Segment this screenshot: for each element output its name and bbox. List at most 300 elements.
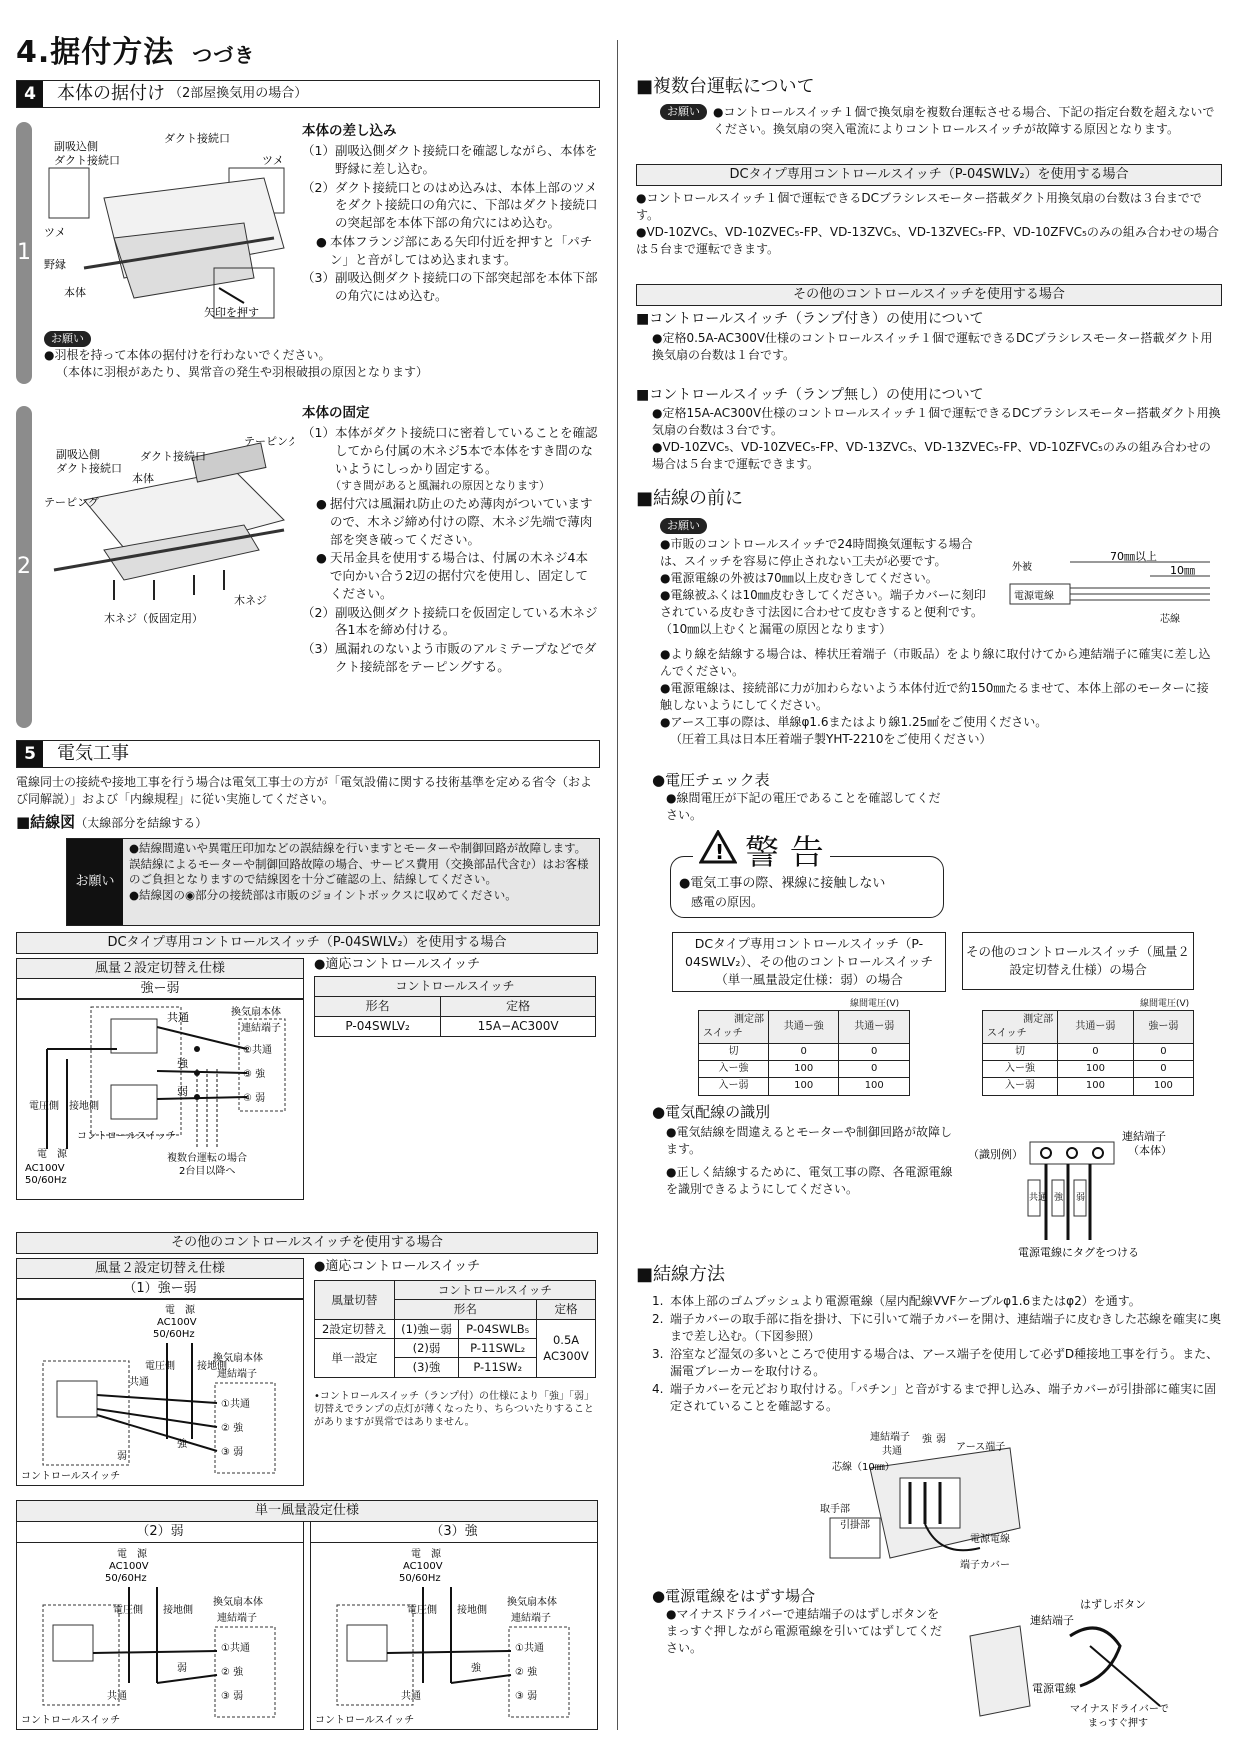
- label-terminal: 連結端子: [870, 1432, 910, 1443]
- ceiling-insert-illustration: [44, 128, 294, 324]
- strip-length-svg: [1000, 550, 1220, 630]
- terminal-2: ② 強: [221, 1423, 244, 1434]
- terminal-3: ③ 弱: [221, 1691, 244, 1702]
- label-power: 電 源: [37, 1149, 67, 1160]
- step-1-bar: [16, 122, 32, 384]
- cell-model: P-04SWLV₂: [315, 1017, 441, 1037]
- dc-switch-table: [314, 976, 596, 1037]
- strip-length-figure: [1000, 550, 1220, 630]
- label-terminal: 連結端子: [1030, 1614, 1074, 1627]
- col-switch: コントロールスイッチ: [394, 1281, 595, 1300]
- label-terminal: 連結端子: [217, 1613, 257, 1624]
- label-cable: 電源電線: [1014, 591, 1054, 602]
- item-num: （1）: [302, 143, 335, 159]
- cell: 100: [1058, 1061, 1134, 1078]
- corner-cell: [699, 1011, 769, 1044]
- section-subtitle: （2部屋換気用の場合）: [169, 85, 308, 101]
- terminal-2: ② 強: [515, 1667, 538, 1678]
- terminal-3: ④ 弱: [243, 1093, 266, 1104]
- item-text: （すき間があると風漏れの原因となります）: [330, 479, 550, 493]
- label-duct1: ダクト接続口: [54, 154, 120, 167]
- label-claw2: ツメ: [44, 226, 66, 239]
- label-voltage-side: 電圧側: [407, 1605, 437, 1616]
- col-mode: 風量切替: [315, 1281, 395, 1320]
- step-1-text: [302, 122, 598, 306]
- id-figure: [968, 1120, 1188, 1260]
- item-text: 端子カバーの取手部に指を掛け、下に引いて端子カバーを開け、連結端子に皮むきした芯線を確実に奥まで差し込む。（下図参照）: [670, 1312, 1222, 1344]
- row-label: 入ー弱: [699, 1078, 769, 1095]
- before-notes-b: [660, 646, 1220, 748]
- label-core: 芯線（10㎜）: [832, 1462, 895, 1473]
- notice-text-2: ●結線図の◉部分の接続部は市販のジョイントボックスに収めてください。: [129, 887, 517, 902]
- label-common: 共通: [401, 1691, 421, 1702]
- terminal-2: ③ 強: [243, 1069, 266, 1080]
- remove-figure: [960, 1596, 1200, 1736]
- method-list: [652, 1292, 1222, 1416]
- label-weak: 弱: [936, 1434, 946, 1445]
- other-spec-title: 風量２設定切替え仕様: [16, 1258, 304, 1280]
- warning-title: 警 告: [745, 833, 824, 873]
- step-1-notice: [44, 330, 594, 381]
- section-4-header: [16, 80, 600, 108]
- label-control-switch: コントロールスイッチ: [315, 1715, 415, 1726]
- single-title: 単一風量設定仕様: [16, 1500, 598, 1522]
- terminal-1: ①共通: [221, 1643, 250, 1654]
- lamp-off-heading: ■コントロールスイッチ（ランプ無し）の使用について: [636, 387, 984, 403]
- wiring-notice-box: [66, 838, 600, 926]
- list-item: [302, 478, 598, 494]
- col-rating: 定格: [441, 997, 596, 1017]
- label-unit: 換気扇本体: [213, 1353, 263, 1364]
- before-note-6b: （圧着工具は日本圧着端子製YHT-2210をご使用ください）: [670, 732, 992, 747]
- col-rating: 定格: [537, 1300, 596, 1319]
- before-note-1: ●市販のコントロールスイッチで24時間換気運転する場合は、スイッチを容易に停止されない工夫が必要です。: [660, 537, 973, 569]
- id-heading: ●電気配線の識別: [652, 1103, 771, 1121]
- item-text: 天吊金具を使用する場合は、付属の木ネジ4本で向かい合う2辺の据付穴を使用し、固定してください。: [330, 550, 588, 601]
- label-70mm: 70㎜以上: [1110, 550, 1157, 563]
- notice-body: [123, 839, 599, 925]
- list-item: [302, 269, 598, 305]
- single-weak-diagram: [16, 1542, 304, 1730]
- dc-spec-sub: 強ー弱: [16, 978, 304, 1000]
- single-strong-title: （3）強: [310, 1521, 598, 1543]
- vt-right-table: [982, 1010, 1194, 1096]
- item-num: （2）: [302, 604, 335, 620]
- label-control-switch: コントロールスイッチ: [77, 1131, 177, 1142]
- multi-heading: ■複数台運転について: [636, 76, 815, 97]
- corner-bottom: スイッチ: [703, 1028, 743, 1039]
- tag-common: 共通: [1029, 1193, 1048, 1203]
- single-strong-svg: [311, 1543, 597, 1729]
- label-cover: 端子カバー: [960, 1560, 1010, 1571]
- notice-text-1: ●結線間違いや異電圧印加などの誤結線を行いますとモーターや制御回路が故障します。誤結線によるモーターや制御回路故障の場合、サービス費用（交換部品代含む）はお客様のご負担となりますので結線図を十分ご確認の上、結線してください。: [129, 841, 589, 887]
- lamp-on-heading: ■コントロールスイッチ（ランプ付き）の使用について: [636, 311, 984, 327]
- label-voltage-side: 電圧側: [29, 1101, 59, 1112]
- corner-bottom: スイッチ: [987, 1028, 1027, 1039]
- row-label: 入ー強: [983, 1061, 1058, 1078]
- id-notes: [666, 1124, 956, 1198]
- col-1: 共通ー強: [768, 1011, 839, 1044]
- table-head: コントロールスイッチ: [315, 977, 596, 997]
- notice-label: お願い: [67, 839, 123, 925]
- label-unit: 換気扇本体: [213, 1597, 263, 1608]
- item-num: （2）: [302, 179, 335, 195]
- cell-mode: 単一設定: [315, 1338, 395, 1377]
- item-text: 本体上部のゴムブッシュより電源電線（屋内配線VVFケーブルφ1.6またはφ2）を通す。: [670, 1294, 1141, 1308]
- item-num: 1.: [652, 1294, 664, 1308]
- vt-left-unit: 線間電圧(V): [850, 999, 900, 1009]
- item-num: （1）: [302, 425, 335, 441]
- row-label: 切: [983, 1044, 1058, 1061]
- label-unit: （本体）: [1128, 1144, 1172, 1157]
- cell-mode: 2設定切替え: [315, 1319, 395, 1338]
- cell-setting: (2)弱: [394, 1338, 459, 1357]
- row-label: 入ー強: [699, 1061, 769, 1078]
- method-item: [652, 1381, 1222, 1415]
- step-2-heading: 本体の固定: [302, 405, 370, 421]
- section-number: 5: [17, 741, 43, 767]
- corner-cell: [983, 1011, 1058, 1044]
- label-multi1: 複数台運転の場合: [167, 1153, 247, 1164]
- dc-diagram-title: DCタイプ専用コントロールスイッチ（P-04SWLV₂）を使用する場合: [16, 932, 598, 954]
- notice-text: ●羽根を持って本体の据付けを行わないでください。: [44, 348, 331, 363]
- column-divider: [617, 40, 618, 1730]
- cell-model: P-11SW₂: [459, 1358, 537, 1377]
- step-2-text: [302, 404, 598, 677]
- label-terminal: 連結端子: [241, 1023, 281, 1034]
- label-multi2: 2台目以降へ: [179, 1166, 236, 1177]
- dc-wiring-svg: [17, 999, 303, 1199]
- dc-spec-title: 風量２設定切替え仕様: [16, 958, 304, 980]
- id-note-2: ●正しく結線するために、電気工事の際、各電源電線を識別できるようにしてください。: [666, 1165, 953, 1197]
- item-num: [302, 478, 330, 494]
- notice-badge: お願い: [660, 104, 707, 120]
- other-applicable-label: ●適応コントロールスイッチ: [314, 1259, 481, 1274]
- item-num: 4.: [652, 1382, 664, 1397]
- right-dc-box-title: DCタイプ専用コントロールスイッチ（P-04SWLV₂）を使用する場合: [636, 164, 1222, 186]
- label-hook: 引掛部: [840, 1520, 870, 1531]
- label-ground-side: 接地側: [163, 1605, 193, 1616]
- wire-tag-svg: [968, 1120, 1188, 1260]
- label-cable: 電源電線: [970, 1534, 1010, 1545]
- label-weak: 弱: [177, 1663, 187, 1674]
- method-figure: [810, 1428, 1050, 1578]
- label-hz: 50/60Hz: [25, 1175, 67, 1186]
- terminal-connection-svg: [810, 1428, 1050, 1578]
- item-text: 据付穴は風漏れ防止のため薄肉がついていますので、木ネジ締め付けの際、木ネジ先端で薄肉部を突き破ってください。: [330, 496, 593, 547]
- single-weak-svg: [17, 1543, 303, 1729]
- cell: 0: [1058, 1044, 1134, 1061]
- notice-badge: お願い: [660, 518, 707, 534]
- svg-text:!: !: [715, 840, 725, 864]
- other-wiring-diagram: [16, 1298, 304, 1486]
- list-item: [302, 424, 598, 477]
- cell: 0: [839, 1044, 910, 1061]
- other-switch-table: [314, 1280, 596, 1378]
- list-item: [302, 495, 598, 548]
- item-text: 副吸込側ダクト接続口を確認しながら、本体を野縁に差し込む。: [334, 143, 598, 176]
- label-ac: AC100V: [403, 1561, 443, 1572]
- col-2: 強ー弱: [1133, 1011, 1193, 1044]
- label-handle: 取手部: [820, 1504, 850, 1515]
- label-hz: 50/60Hz: [399, 1573, 441, 1584]
- label-hz: 50/60Hz: [105, 1573, 147, 1584]
- cell: 100: [1058, 1078, 1134, 1095]
- item-num: （3）: [302, 270, 335, 286]
- label-temp-screw: 木ネジ（仮固定用）: [104, 612, 203, 625]
- terminal-3: ③ 弱: [515, 1691, 538, 1702]
- terminal-1: ①共通: [515, 1643, 544, 1654]
- label-caption: 電源電線にタグをつける: [1018, 1246, 1139, 1259]
- item-num: 2.: [652, 1312, 664, 1327]
- dc-applicable-label: ●適応コントロールスイッチ: [314, 957, 481, 972]
- list-item: [302, 549, 598, 602]
- vt-right-unit: 線間電圧(V): [1140, 999, 1190, 1009]
- label-terminal: 連結端子: [217, 1369, 257, 1380]
- label-hz: 50/60Hz: [153, 1329, 195, 1340]
- section-title: 電気工事: [57, 743, 129, 765]
- lamp-off-note-2: ●VD-10ZVC₅、VD-10ZVEC₅-FP、VD-13ZVC₅、VD-13ZVEC₅-FP、VD-10ZFVC₅のみの組み合わせの場合は５台まで運転できます。: [652, 440, 1211, 472]
- row-label: 入ー弱: [983, 1078, 1058, 1095]
- label-duct2: ダクト接続口: [164, 132, 230, 145]
- col-2: 共通ー弱: [839, 1011, 910, 1044]
- cell-setting: (1)強ー弱: [394, 1319, 459, 1338]
- item-num: ●: [316, 550, 327, 566]
- label-weak: 弱: [177, 1085, 188, 1098]
- label-driver-2: まっすぐ押す: [1088, 1718, 1148, 1729]
- step-number: 2: [17, 554, 31, 580]
- label-press-arrow: 矢印を押す: [204, 306, 259, 319]
- terminal-3: ③ 弱: [221, 1447, 244, 1458]
- list-item: [302, 640, 598, 676]
- cell-setting: (3)強: [394, 1358, 459, 1377]
- step-1-heading: 本体の差し込み: [302, 123, 397, 139]
- warning-box: [670, 833, 944, 918]
- vt-right-title: その他のコントロールスイッチ（風量２設定切替え仕様）の場合: [962, 932, 1194, 990]
- label-strong: 強: [471, 1663, 481, 1674]
- label-control-switch: コントロールスイッチ: [21, 1471, 121, 1482]
- cell: 0: [1133, 1061, 1193, 1078]
- label-strong: 強: [922, 1434, 932, 1445]
- voltage-note: ●線間電圧が下記の電圧であることを確認してください。: [666, 791, 941, 823]
- row-label: 切: [699, 1044, 769, 1061]
- before-badge-wrap: [660, 516, 707, 534]
- title-sub: つづき: [192, 43, 256, 67]
- single-strong-diagram: [310, 1542, 598, 1730]
- label-strong: 強: [177, 1057, 188, 1070]
- label-subintake: 副吸込側: [56, 448, 100, 461]
- cell: 100: [768, 1061, 839, 1078]
- item-text: 本体がダクト接続口に密着していることを確認してから付属の木ネジ5本で本体をすき間のないようにしっかり固定する。: [334, 425, 598, 476]
- other-diagram-title: その他のコントロールスイッチを使用する場合: [16, 1232, 598, 1254]
- other-wiring-svg: [17, 1299, 303, 1485]
- list-item: [302, 233, 598, 269]
- terminal-2: ② 強: [221, 1667, 244, 1678]
- warning-line-1: ●電気工事の際、裸線に接触しない: [679, 876, 886, 891]
- step-number: 1: [17, 240, 31, 266]
- label-ground-side: 接地側: [197, 1361, 227, 1372]
- label-power: 電 源: [411, 1549, 441, 1560]
- step-2-figure: [44, 430, 294, 630]
- cell: 100: [839, 1078, 910, 1095]
- label-terminal: 連結端子: [1122, 1130, 1166, 1143]
- corner-top: 測定部: [1023, 1013, 1054, 1025]
- before-heading: ■結線の前に: [636, 488, 744, 509]
- id-note-1: ●電気結線を間違えるとモーターや制御回路が故障します。: [666, 1125, 952, 1157]
- tag-weak: 弱: [1076, 1193, 1086, 1203]
- warning-line-2: 感電の原因。: [691, 895, 764, 909]
- cell: 100: [768, 1078, 839, 1095]
- label-unit: 換気扇本体: [507, 1597, 557, 1608]
- step-1-figure: [44, 128, 294, 324]
- label-claw1: ツメ: [262, 154, 284, 167]
- list-item: [302, 604, 598, 640]
- method-heading: ■結線方法: [636, 1264, 726, 1285]
- method-item: [652, 1293, 1222, 1310]
- label-taping1: テーピング: [244, 435, 294, 448]
- dc-wiring-diagram: [16, 998, 304, 1200]
- label-power: 電 源: [117, 1549, 147, 1560]
- warning-triangle-icon: [699, 829, 737, 877]
- label-ac: AC100V: [157, 1317, 197, 1328]
- label-screw: 木ネジ: [234, 594, 267, 607]
- label-10mm: 10㎜: [1170, 564, 1195, 577]
- cell: 100: [1133, 1078, 1193, 1095]
- col-model: 形名: [394, 1300, 536, 1319]
- col-1: 共通ー弱: [1058, 1011, 1134, 1044]
- cell: 0: [768, 1044, 839, 1061]
- label-body: 本体: [132, 472, 154, 485]
- tag-strong: 強: [1054, 1193, 1064, 1203]
- other-note: •コントロールスイッチ（ランプ付）の仕様により「強」「弱」切替えでランプの点灯が薄くなったり、ちらついたりすることがありますが異常ではありません。: [314, 1391, 594, 1428]
- remove-heading: ●電源電線をはずす場合: [652, 1587, 816, 1605]
- item-num: （3）: [302, 641, 335, 657]
- right-other-box-title: その他のコントロールスイッチを使用する場合: [636, 284, 1222, 306]
- cell-model: P-11SWL₂: [459, 1338, 537, 1357]
- section-number: 4: [17, 81, 43, 107]
- label-ground-side: 接地側: [457, 1605, 487, 1616]
- diagram-heading: [16, 812, 207, 833]
- before-note-5: ●電源電線は、接続部に力が加わらないよう本体付近で約150㎜たるませて、本体上部のモーターに接触しないようにしてください。: [660, 681, 1209, 713]
- other-spec-sub: （1）強ー弱: [16, 1278, 304, 1300]
- label-button: はずしボタン: [1080, 1598, 1146, 1611]
- vt-left-title: DCタイプ専用コントロールスイッチ（P-04SWLV₂）、その他のコントロールスイッチ（単一風量設定仕様：弱）の場合: [672, 932, 946, 992]
- item-num: 3.: [652, 1347, 664, 1362]
- diagram-heading-text: ■結線図: [16, 813, 76, 831]
- label-terminal: 連結端子: [511, 1613, 551, 1624]
- before-note-2: ●電源電線の外被は70㎜以上皮むきしてください。: [660, 571, 938, 586]
- diagram-subheading: （太線部分を結線する）: [75, 816, 208, 830]
- col-model: 形名: [315, 997, 441, 1017]
- label-outer: 外被: [1012, 562, 1032, 573]
- label-ground-side: 接地側: [69, 1101, 99, 1112]
- before-note-4: ●より線を結線する場合は、棒状圧着端子（市販品）をより線に取付けてから連結端子に確実に差し込んでください。: [660, 647, 1211, 679]
- label-example: （識別例）: [968, 1148, 1023, 1161]
- step-2-bar: [16, 406, 32, 728]
- single-weak-title: （2）弱: [16, 1521, 304, 1543]
- multi-notice: [660, 104, 1220, 138]
- item-text: 本体フランジ部にある矢印付近を押すと「パチン」と音がしてはめ込まれます。: [330, 233, 593, 267]
- cell-rating: 15A−AC300V: [441, 1017, 596, 1037]
- method-item: [652, 1311, 1222, 1345]
- notice-badge: お願い: [44, 331, 91, 347]
- label-common: 共通: [882, 1446, 902, 1457]
- label-body: 本体: [64, 286, 86, 299]
- remove-cable-svg: [960, 1596, 1200, 1736]
- cell: 0: [839, 1061, 910, 1078]
- label-ac: AC100V: [109, 1561, 149, 1572]
- warning-title-wrap: [693, 829, 830, 877]
- multi-text: ●コントロールスイッチ１個で換気扇を複数台運転させる場合、下記の指定台数を超えないでください。換気扇の突入電流によりコントロールスイッチが故障する原因となります。: [713, 105, 1215, 137]
- item-text: ダクト接続口とのはめ込みは、本体上部のツメをダクト接続口の角穴に、下部はダクト接続口の突起部を本体下部の角穴にはめ込む。: [334, 179, 598, 231]
- section-title: 本体の据付け: [57, 83, 165, 105]
- label-duct1: ダクト接続口: [56, 462, 122, 475]
- right-dc-notes: [636, 190, 1222, 258]
- item-num: ●: [316, 233, 327, 249]
- label-taping2: テーピング: [44, 496, 99, 509]
- label-subintake: 副吸込側: [54, 140, 98, 153]
- label-unit: 換気扇本体: [231, 1007, 281, 1018]
- dc-note-2: ●VD-10ZVC₅、VD-10ZVEC₅-FP、VD-13ZVC₅、VD-13ZVEC₅-FP、VD-10ZFVC₅のみの組み合わせの場合は５台まで運転できます。: [636, 225, 1219, 257]
- label-cable: 電源電線: [1032, 1682, 1076, 1695]
- lamp-off-notes: [652, 405, 1222, 473]
- list-item: [302, 179, 598, 232]
- item-num: ●: [316, 496, 327, 512]
- label-weak: 弱: [117, 1451, 127, 1462]
- label-common: 共通: [129, 1377, 149, 1388]
- voltage-heading: ●電圧チェック表: [652, 771, 770, 789]
- label-earth: アース端子: [956, 1442, 1006, 1453]
- item-text: 端子カバーを元どおり取付ける。「パチン」と音がするまで押し込み、端子カバーが引掛部に確実に固定されていることを確認する。: [670, 1382, 1217, 1414]
- terminal-1: ②共通: [243, 1045, 272, 1056]
- corner-top: 測定部: [733, 1013, 764, 1025]
- label-power: 電 源: [165, 1305, 195, 1316]
- label-common: 共通: [167, 1011, 189, 1024]
- cell: 0: [1133, 1044, 1193, 1061]
- item-text: 副吸込側ダクト接続口を仮固定している木ネジ各1本を締め付ける。: [334, 604, 598, 638]
- notice-text-2: （本体に羽根があたり、異常音の発生や羽根破損の原因となります）: [56, 365, 429, 380]
- label-strong: 強: [177, 1439, 187, 1450]
- terminal-1: ①共通: [221, 1399, 250, 1410]
- method-item: [652, 1346, 1222, 1380]
- lamp-off-note-1: ●定格15A-AC300V仕様のコントロールスイッチ１個で運転できるDCブラシレスモーター搭載ダクト用換気扇の台数は３台です。: [652, 406, 1221, 438]
- label-voltage-side: 電圧側: [145, 1361, 175, 1372]
- label-voltage-side: 電圧側: [113, 1605, 143, 1616]
- cell-model: P-04SWLB₅: [459, 1319, 537, 1338]
- title-main: 4.据付方法: [16, 35, 175, 70]
- lamp-on-note: ●定格0.5A-AC300V仕様のコントロールスイッチ１個で運転できるDCブラシレスモーター搭載ダクト用換気扇の台数は１台です。: [652, 331, 1213, 363]
- item-text: 浴室など湿気の多いところで使用する場合は、アース端子を使用して必ずD種接地工事を行う。また、漏電ブレーカーを取付ける。: [670, 1347, 1219, 1379]
- remove-note: ●マイナスドライバーで連結端子のはずしボタンをまっすぐ押しながら電源電線を引いてはずしてください。: [666, 1607, 943, 1656]
- label-driver-1: マイナスドライバーで: [1070, 1704, 1169, 1715]
- before-notes-a: [660, 536, 990, 638]
- label-duct2: ダクト接続口: [140, 450, 206, 463]
- list-item: [302, 142, 598, 178]
- vt-left-table: [698, 1010, 910, 1096]
- before-note-6: ●アース工事の際は、単線φ1.6またはより線1.25㎟をご使用ください。: [660, 715, 1048, 730]
- before-note-3: ●電線被ふくは10㎜皮むきしてください。端子カバーに刻印されている皮むき寸法図に合わせて皮むきすると便利です。（10㎜以上むくと漏電の原因となります）: [660, 588, 986, 637]
- item-text: 風漏れのないよう市販のアルミテープなどでダクト接続部をテーピングする。: [334, 641, 597, 674]
- cell-rating: 0.5A AC300V: [537, 1319, 596, 1377]
- fixing-illustration: [44, 430, 294, 630]
- item-text: 副吸込側ダクト接続口の下部突起部を本体下部の角穴にはめ込む。: [334, 270, 598, 304]
- label-joist: 野縁: [44, 258, 66, 271]
- label-core: 芯線: [1160, 614, 1180, 625]
- dc-note-1: ●コントロールスイッチ１個で運転できるDCブラシレスモーター搭載ダクト用換気扇の台数は３台までです。: [636, 191, 1202, 223]
- section-5-header: [16, 740, 600, 768]
- page-title: [16, 32, 255, 75]
- label-control-switch: コントロールスイッチ: [21, 1715, 121, 1726]
